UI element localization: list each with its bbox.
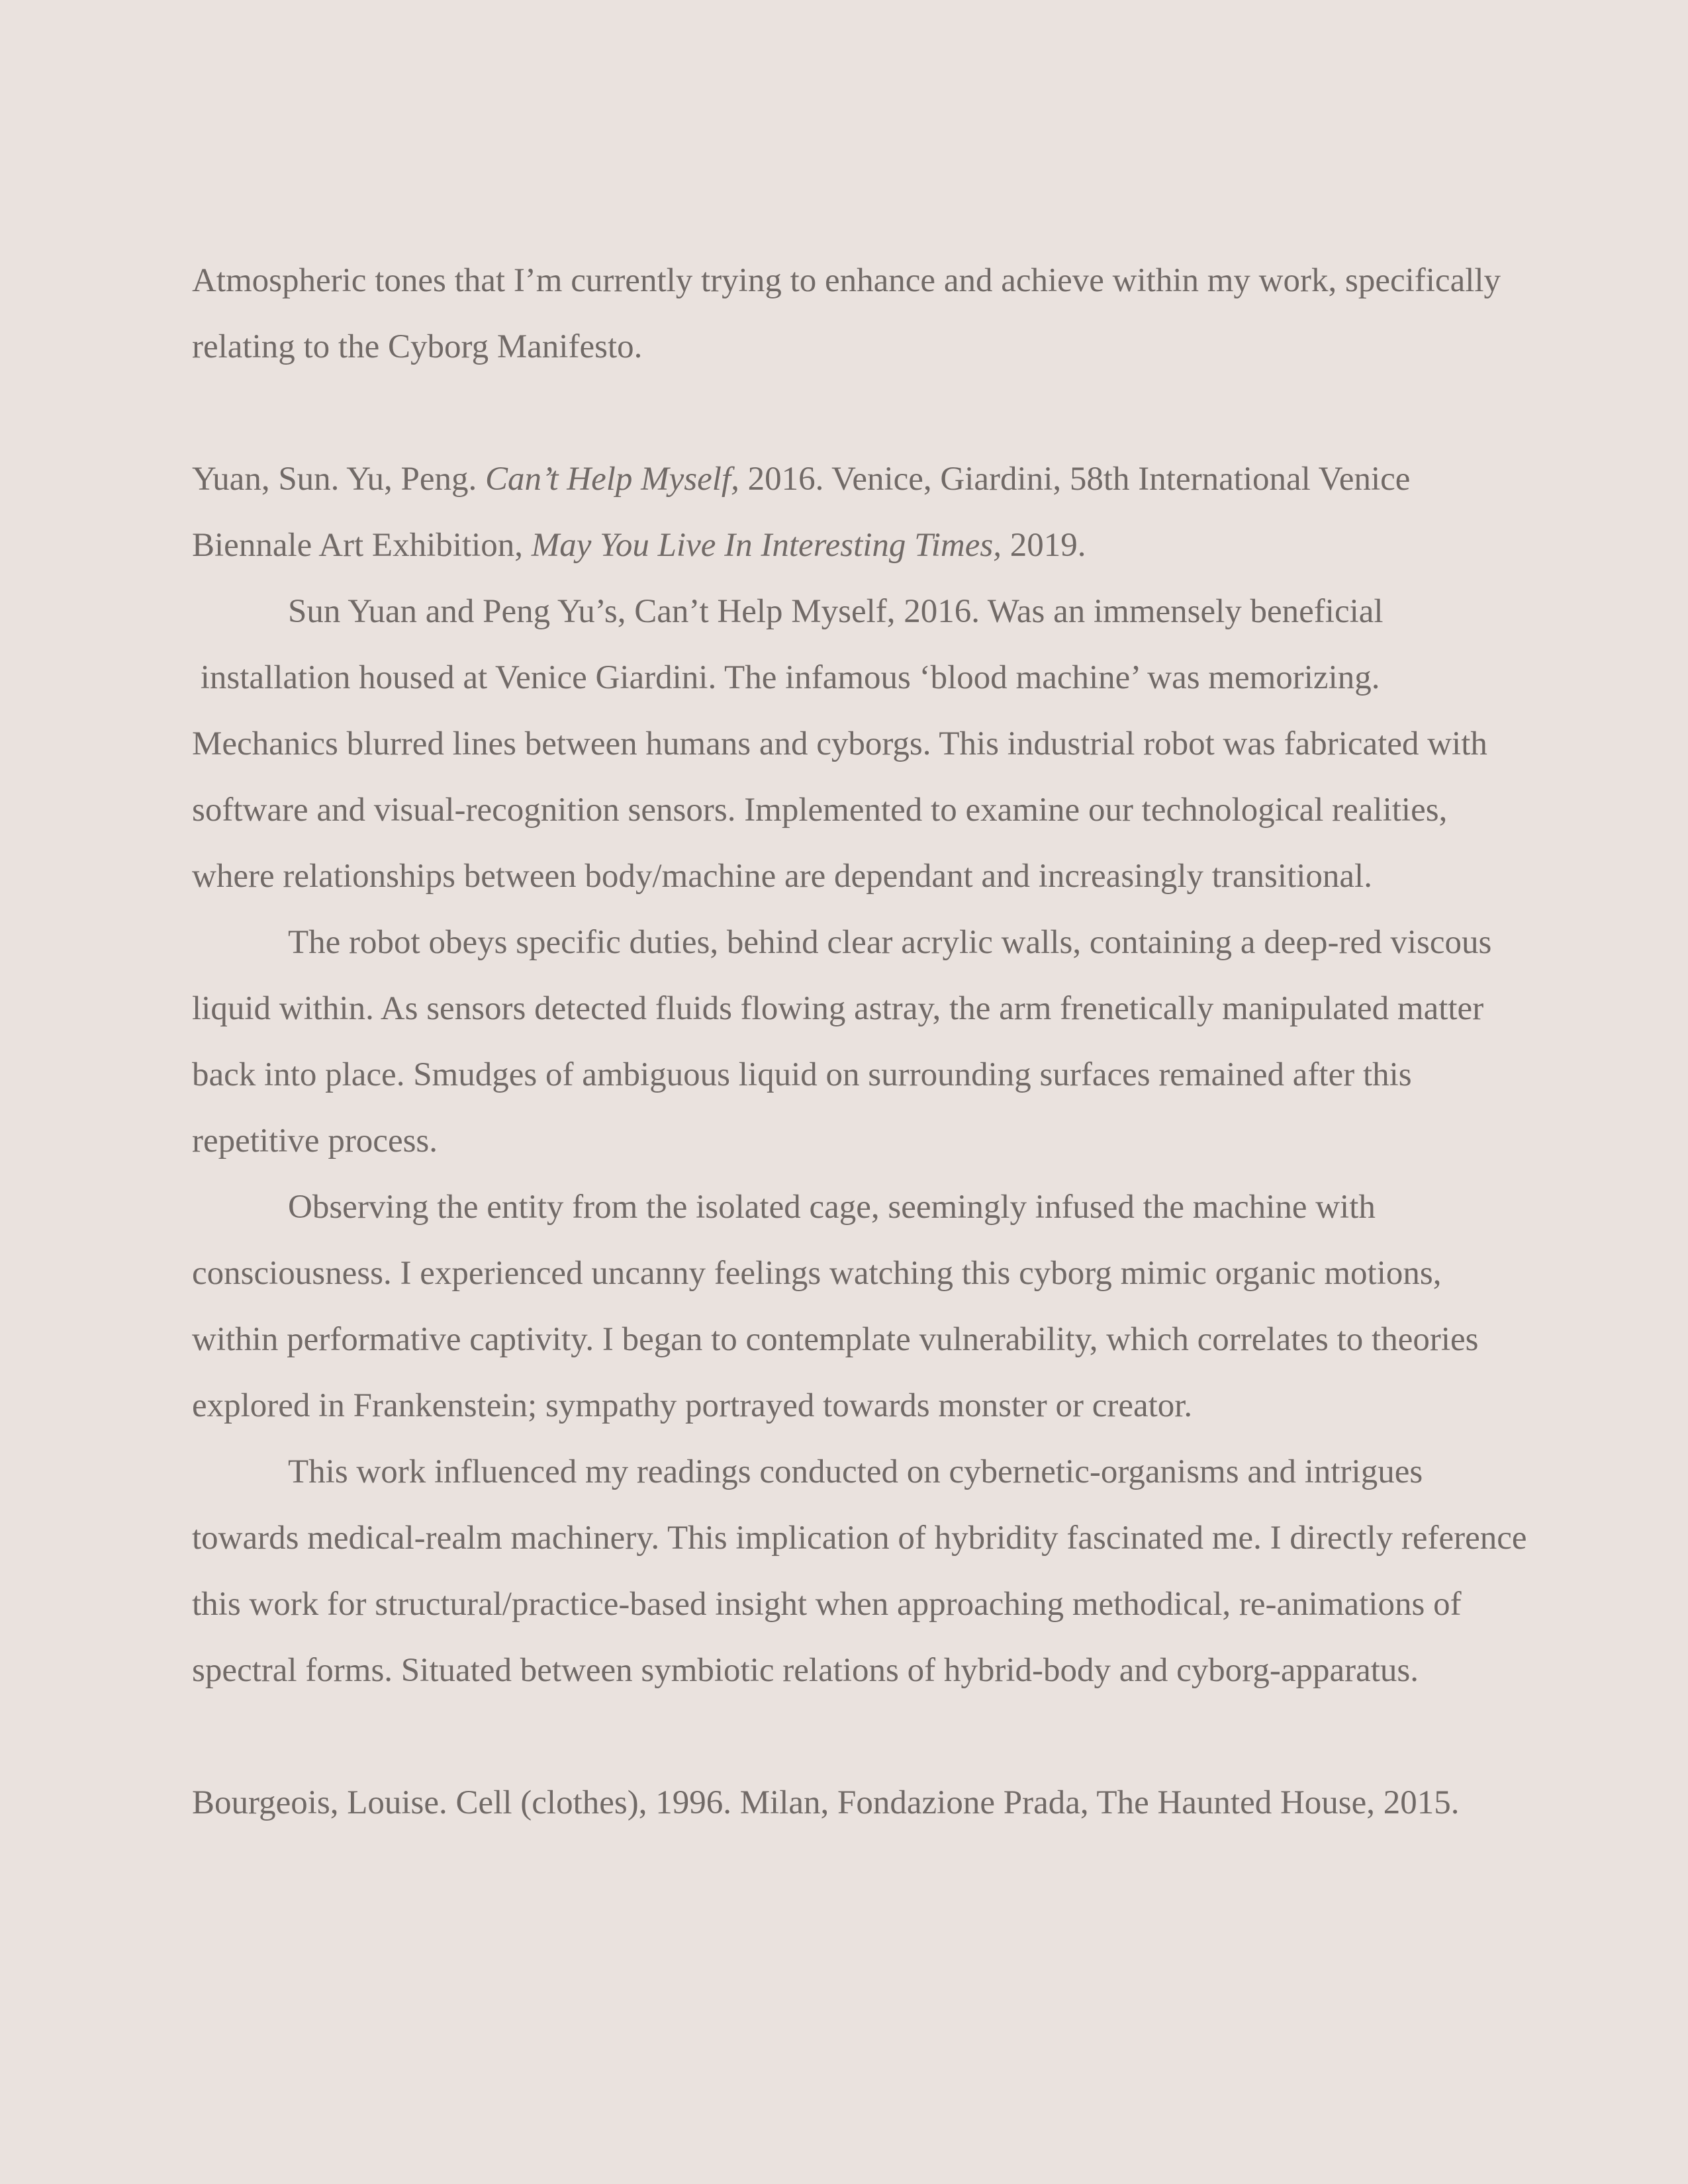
text-line: towards medical-realm machinery. This implication of hybridity fascinated me. I directly reference <box>192 1520 1527 1557</box>
citation-text: Yuan, Sun. Yu, Peng. <box>192 461 485 498</box>
text-line: this work for structural/practice-based insight when approaching methodical, re-animations of <box>192 1586 1462 1623</box>
text-line: installation housed at Venice Giardini. The infamous ‘blood machine’ was memorizing. <box>192 659 1380 696</box>
text-line: repetitive process. <box>192 1122 438 1160</box>
essay-text-body <box>192 0 1527 1836</box>
text-line: explored in Frankenstein; sympathy portrayed towards monster or creator. <box>192 1387 1193 1424</box>
paragraph-intro <box>192 248 1501 380</box>
text-line: software and visual-recognition sensors. Implemented to examine our technological realities, <box>192 792 1448 829</box>
citation-text: 2016. Venice, Giardini, 58th International Venice <box>739 461 1411 498</box>
text-line: Sun Yuan and Peng Yu’s, Can’t Help Myself, 2016. Was an immensely beneficial <box>288 593 1383 630</box>
paragraph-influence <box>192 1439 1527 1704</box>
text-line <box>192 512 1496 578</box>
text-line: consciousness. I experienced uncanny feelings watching this cyborg mimic organic motions, <box>192 1255 1442 1292</box>
citation-text: Biennale Art Exhibition, <box>192 527 532 564</box>
text-line: Mechanics blurred lines between humans and cyborgs. This industrial robot was fabricated with <box>192 725 1487 762</box>
citation-title-italic: May You Live In Interesting Times, <box>531 527 1002 564</box>
text-line: relating to the Cyborg Manifesto. <box>192 328 643 365</box>
text-line: Bourgeois, Louise. Cell (clothes), 1996. Milan, Fondazione Prada, The Haunted House, 2015. <box>192 1784 1460 1821</box>
text-line: within performative captivity. I began to contemplate vulnerability, which correlates to theories <box>192 1321 1479 1358</box>
citation-title-italic: Can’t Help Myself, <box>485 461 739 498</box>
text-line: spectral forms. Situated between symbiotic relations of hybrid-body and cyborg-apparatus. <box>192 1652 1419 1689</box>
text-line: liquid within. As sensors detected fluids flowing astray, the arm frenetically manipulated matter <box>192 990 1484 1027</box>
text-line: The robot obeys specific duties, behind clear acrylic walls, containing a deep-red viscous <box>288 924 1492 961</box>
text-line <box>192 446 1496 512</box>
citation-yuan <box>192 446 1496 578</box>
citation-bourgeois <box>192 1770 1496 1836</box>
paragraph-observing <box>192 1174 1496 1439</box>
text-line: Atmospheric tones that I’m currently trying to enhance and achieve within my work, specifically <box>192 262 1501 299</box>
citation-text: 2019. <box>1001 527 1086 564</box>
text-line: Observing the entity from the isolated cage, seemingly infused the machine with <box>288 1189 1376 1226</box>
paragraph-robot <box>192 909 1496 1174</box>
paragraph-installation <box>192 578 1496 909</box>
text-line: This work influenced my readings conducted on cybernetic-organisms and intrigues <box>288 1453 1423 1490</box>
text-line: back into place. Smudges of ambiguous liquid on surrounding surfaces remained after this <box>192 1056 1412 1093</box>
text-line: where relationships between body/machine are dependant and increasingly transitional. <box>192 858 1372 895</box>
